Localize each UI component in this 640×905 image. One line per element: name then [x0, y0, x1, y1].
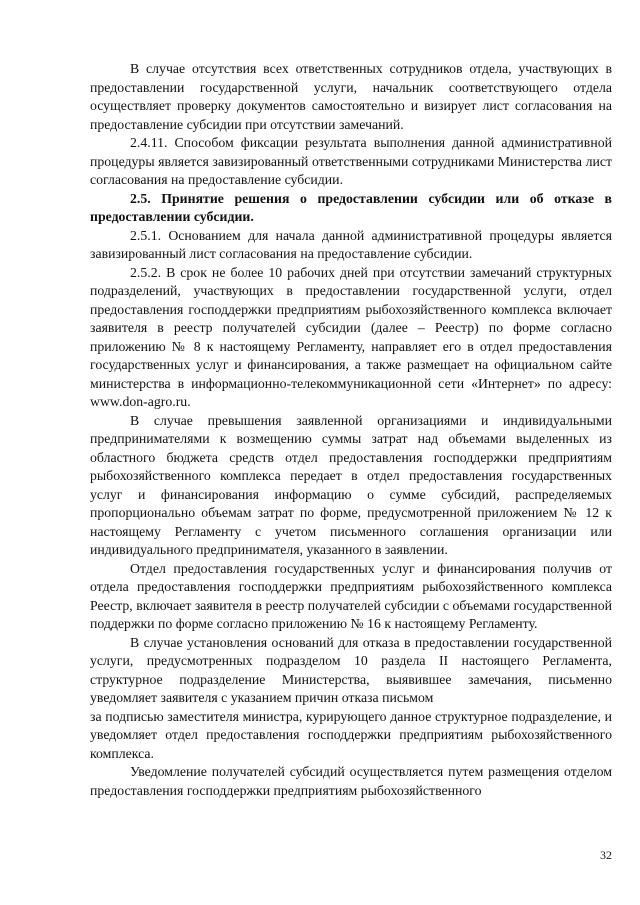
paragraph-2-5-2: 2.5.2. В срок не более 10 рабочих дней при отсутствии замечаний структурных подразделений, участвующих в предоставлении государственной услуги, отдел предоставления господдержки предприятиям рыбохозяйственного комплекса включает заявителя в реестр получателей субсидии (далее – Реестр) по форме согласно приложению № 8 к настоящему Регламенту, направляет его в отдел предоставления государственных услуг и финансирования, а также размещает на официальном сайте министерства в информационно-телекоммуникационной сети «Интернет» по адресу: www.don-agro.ru.	[90, 264, 612, 409]
paragraph-notification: Уведомление получателей субсидий осуществляется путем размещения отделом предоставления господдержки предприятиям рыбохозяйственного	[90, 764, 612, 798]
section-heading-2-5: 2.5. Принятие решения о предоставлении субсидии или об отказе в предоставлении субсидии.	[90, 190, 612, 224]
paragraph-2-4-11: 2.4.11. Способом фиксации результата выполнения данной административной процедуры является завизированный ответственными сотрудниками Министерства лист согласования на предоставление субсидии.	[90, 135, 612, 187]
page-number: 32	[600, 848, 612, 862]
paragraph-finance-department: Отдел предоставления государственных услуг и финансирования получив от отдела предоставления господдержки предприятиям рыбохозяйственного комплекса Реестр, включает заявителя в реестр получателей субсидии с объемами государственной поддержки по форме согласно приложению № 16 к настоящему Регламенту.	[90, 560, 612, 631]
paragraph-excess-claims: В случае превышения заявленной организациями и индивидуальными предпринимателями к возмещению суммы затрат над объемами выделенных из областного бюджета средств отдел предоставления господдержки предприятиям рыбохозяйственного комплекса передает в отдел предоставления государственных услуг и финансирования информацию о сумме субсидий, распределяемых пропорционально объемам затрат по форме, предусмотренной приложением № 12 к настоящему Регламенту с учетом письменного соглашения организации или индивидуального предпринимателя, указанного в заявлении.	[90, 412, 612, 557]
paragraph-absent-staff: В случае отсутствия всех ответственных сотрудников отдела, участвующих в предоставлении государственной услуги, начальник соответствующего отдела осуществляет проверку документов самостоятельно и визирует лист согласования на предоставление субсидии при отсутствии замечаний.	[90, 61, 612, 132]
paragraph-refusal-grounds: В случае установления оснований для отказа в предоставлении государственной услуги, предусмотренных подразделом 10 раздела II настоящего Регламента, структурное подразделение Министерства, выявившее замечания, письменно уведомляет заявителя с указанием причин отказа письмом	[90, 634, 612, 705]
paragraph-2-5-1: 2.5.1. Основанием для начала данной административной процедуры является завизированный лист согласования на предоставление субсидии.	[90, 227, 612, 261]
paragraph-refusal-signature: за подписью заместителя министра, курирующего данное структурное подразделение, и уведомляет отдел предоставления господдержки предприятиям рыбохозяйственного комплекса.	[90, 708, 612, 761]
document-body	[90, 60, 612, 800]
